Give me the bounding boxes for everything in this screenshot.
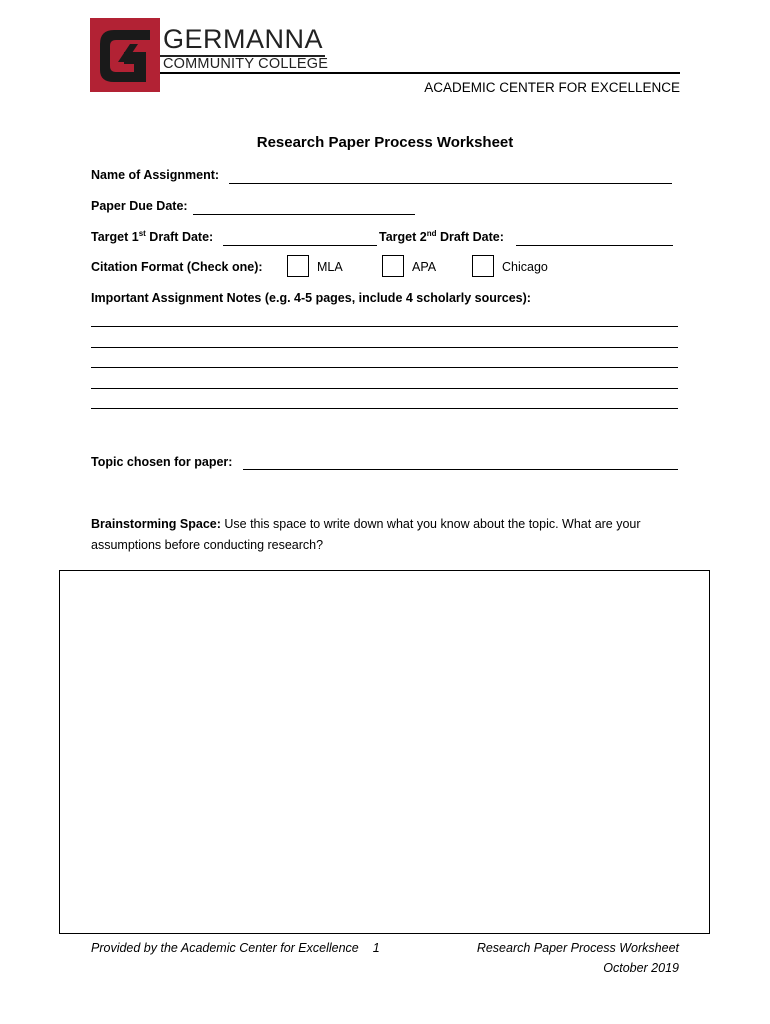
footer-left: Provided by the Academic Center for Excellence 1 (91, 941, 380, 955)
page-title: Research Paper Process Worksheet (256, 134, 514, 151)
brainstorm-box[interactable] (59, 570, 710, 934)
chicago-checkbox[interactable] (472, 255, 494, 277)
name-of-assignment-field[interactable] (229, 183, 672, 184)
school-name: GERMANNA (163, 24, 324, 54)
target-first-draft-label: Target 1st Draft Date: (91, 228, 214, 244)
notes-line-2[interactable] (91, 347, 678, 348)
topic-label: Topic chosen for paper: (91, 455, 233, 469)
header-rule (160, 72, 680, 74)
paper-due-date-label: Paper Due Date: (91, 199, 188, 213)
brainstorm-instructions (91, 514, 691, 556)
target-second-draft-field[interactable] (516, 245, 673, 246)
notes-line-5[interactable] (91, 408, 678, 409)
target-first-draft-field[interactable] (223, 245, 377, 246)
target-second-draft-label: Target 2nd Draft Date: (379, 228, 504, 244)
name-of-assignment-label: Name of Assignment: (91, 168, 220, 182)
chicago-option-label: Chicago (502, 260, 548, 274)
footer-right-title: Research Paper Process Worksheet (476, 941, 679, 955)
mla-checkbox[interactable] (287, 255, 309, 277)
notes-label: Important Assignment Notes (e.g. 4-5 pages, include 4 scholarly sources): (91, 291, 531, 305)
center-name: ACADEMIC CENTER FOR EXCELLENCE (424, 80, 680, 95)
brainstorm-text: Use this space to write down what you know about the topic. What are your assumptions before conducting research? (91, 517, 641, 552)
apa-checkbox[interactable] (382, 255, 404, 277)
mla-option-label: MLA (317, 260, 343, 274)
paper-due-date-field[interactable] (193, 214, 415, 215)
apa-option-label: APA (412, 260, 437, 274)
school-subtitle: COMMUNITY COLLEGE (163, 56, 329, 72)
topic-field[interactable] (243, 469, 678, 470)
notes-line-3[interactable] (91, 367, 678, 368)
footer-right-date: October 2019 (603, 961, 679, 975)
notes-line-1[interactable] (91, 326, 678, 327)
citation-format-label: Citation Format (Check one): (91, 260, 263, 274)
page-number: 1 (372, 941, 380, 955)
brainstorm-label: Brainstorming Space: (91, 517, 221, 531)
notes-line-4[interactable] (91, 388, 678, 389)
